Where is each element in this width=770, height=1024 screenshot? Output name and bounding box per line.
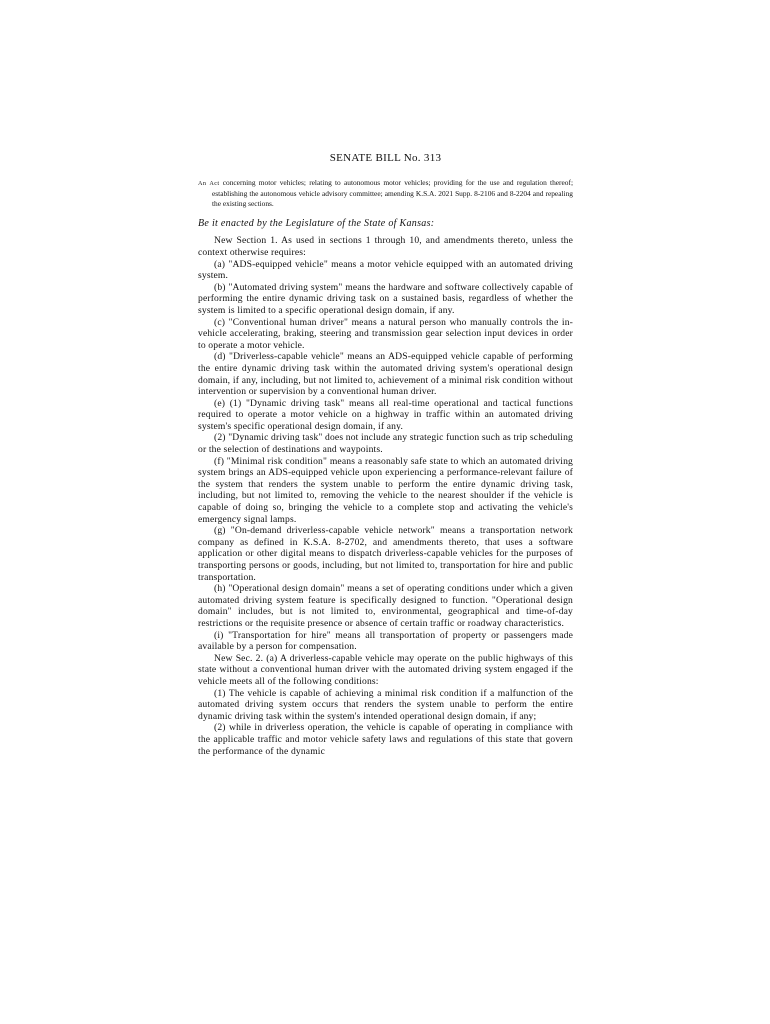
paragraph: (1) The vehicle is capable of achieving a minimal risk condition if a malfunction of the automated driving system occurs that renders the system unable to perform the entire dynamic driving task within the system's intended operational design domain, if any; bbox=[198, 687, 573, 722]
paragraph: (c) "Conventional human driver" means a natural person who manually controls the in-vehicle accelerating, braking, steering and transmission gear selection input devices in order to operate a motor vehicle. bbox=[198, 316, 573, 351]
bill-page bbox=[198, 152, 573, 757]
paragraph: (2) "Dynamic driving task" does not include any strategic function such as trip scheduling or the selection of destinations and waypoints. bbox=[198, 432, 573, 456]
bill-body bbox=[198, 235, 573, 757]
paragraph: (i) "Transportation for hire" means all transportation of property or passengers made available by a person for compensation. bbox=[198, 629, 573, 653]
paragraph: (f) "Minimal risk condition" means a reasonably safe state to which an automated driving system brings an ADS-equipped vehicle upon experiencing a performance-relevant failure of the system that renders the system unable to perform the entire dynamic driving task, including, but not limited to, removing the vehicle to the nearest shoulder if the vehicle is capable of doing so, bringing the vehicle to a complete stop and activating the vehicle's emergency signal lamps. bbox=[198, 455, 573, 525]
paragraph: (a) "ADS-equipped vehicle" means a motor vehicle equipped with an automated driving system. bbox=[198, 258, 573, 282]
act-summary bbox=[198, 178, 573, 208]
act-text: concerning motor vehicles; relating to autonomous motor vehicles; providing for the use and regulation thereof; establishing the autonomous vehicle advisory committee; amending K.S.A. 2021 Supp. 8-2106 and 8-2204 and repealing the existing sections. bbox=[212, 178, 573, 208]
paragraph: New Section 1. As used in sections 1 through 10, and amendments thereto, unless the context otherwise requires: bbox=[198, 235, 573, 258]
bill-title: SENATE BILL No. 313 bbox=[329, 152, 442, 164]
act-lead: An Act bbox=[198, 180, 220, 187]
paragraph: (d) "Driverless-capable vehicle" means an ADS-equipped vehicle capable of performing the entire dynamic driving task within the automated driving system's operational design domain, if any, including, but not limited to, achievement of a minimal risk condition without intervention or supervision by a conventional human driver. bbox=[198, 351, 573, 398]
paragraph: New Sec. 2. (a) A driverless-capable vehicle may operate on the public highways of this state without a conventional human driver with the automated driving system engaged if the vehicle meets all of the following conditions: bbox=[198, 652, 573, 687]
paragraph: (g) "On-demand driverless-capable vehicle network" means a transportation network company as defined in K.S.A. 8-2702, and amendments thereto, that uses a software application or other digital means to dispatch driverless-capable vehicles for the purposes of transporting persons or goods, including, but not limited to, transportation for hire and public transportation. bbox=[198, 525, 573, 583]
paragraph: (b) "Automated driving system" means the hardware and software collectively capable of performing the entire dynamic driving task on a sustained basis, regardless of whether the system is limited to a specific operational design domain, if any. bbox=[198, 281, 573, 316]
enacting-clause: Be it enacted by the Legislature of the State of Kansas: bbox=[198, 218, 435, 230]
paragraph: (e) (1) "Dynamic driving task" means all real-time operational and tactical functions required to operate a motor vehicle on a highway in traffic within an automated driving system's specific operational design domain, if any. bbox=[198, 397, 573, 432]
paragraph: (2) while in driverless operation, the vehicle is capable of operating in compliance with the applicable traffic and motor vehicle safety laws and regulations of this state that govern the performance of the dynamic bbox=[198, 722, 573, 757]
paragraph: (h) "Operational design domain" means a set of operating conditions under which a given automated driving system feature is specifically designed to function. "Operational design domain" includes, but is not limited to, environmental, geographical and time-of-day restrictions or the requisite presence or absence of certain traffic or roadway characteristics. bbox=[198, 583, 573, 629]
